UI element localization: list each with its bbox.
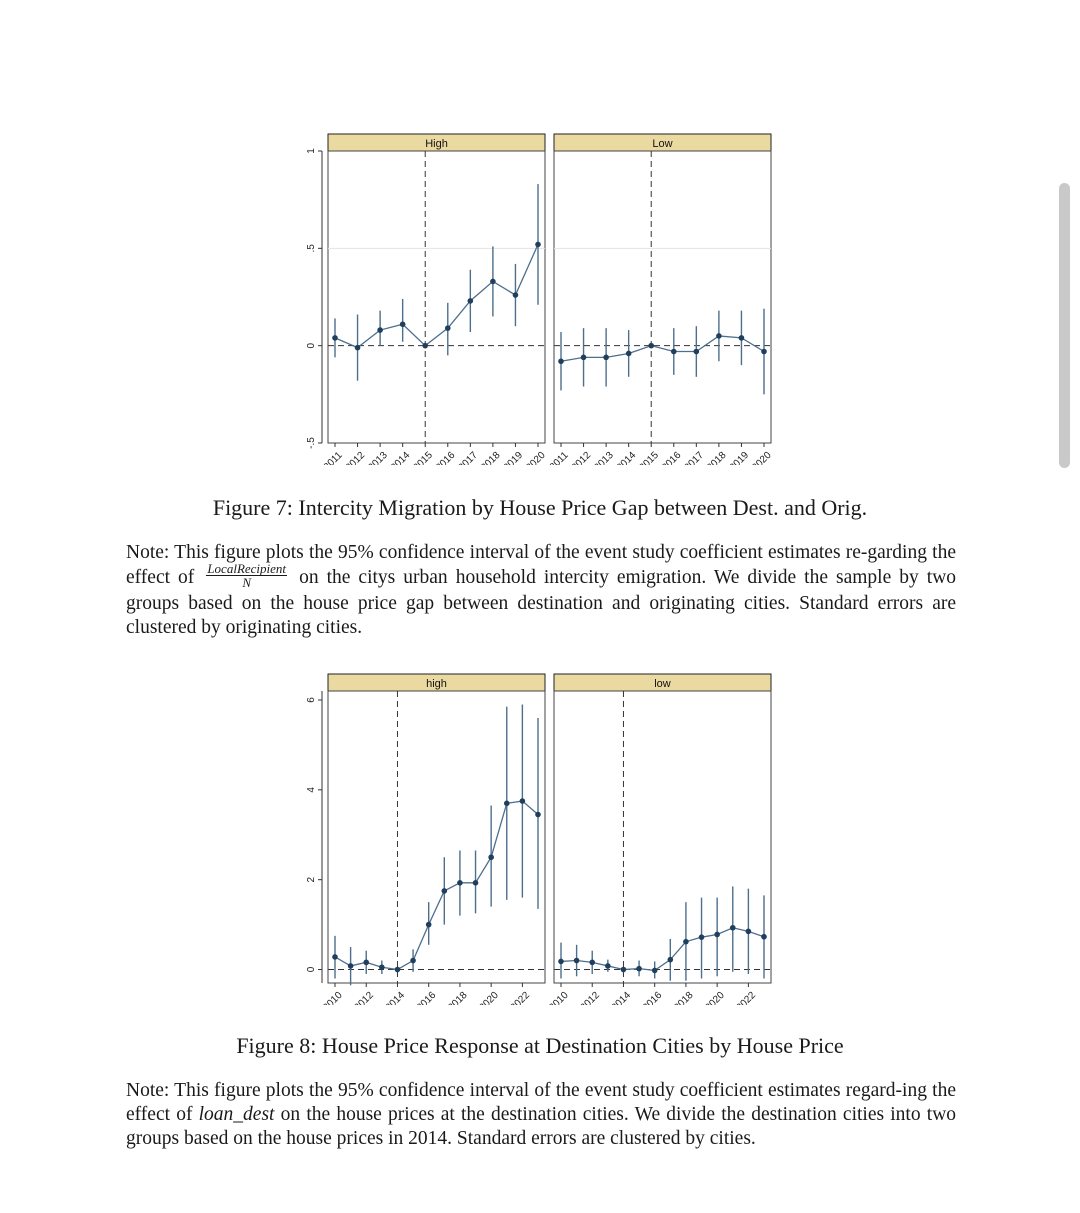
estimate-point [332,954,338,960]
x-tick-label: 2016 [433,449,458,465]
x-tick-label: 2011 [321,449,345,465]
y-tick-label: 4 [306,787,317,793]
estimate-point [348,963,354,969]
y-tick-label: 0 [306,342,317,349]
y-tick-label: -.5 [306,437,317,449]
estimate-point [445,325,451,331]
estimate-point [648,343,654,349]
estimate-point [379,964,385,970]
x-tick-label: 2017 [682,449,706,465]
panel-frame [554,151,771,443]
x-tick-label: 2014 [614,449,639,465]
x-tick-label: 2016 [640,989,665,1005]
figure-7-svg [0,120,1080,465]
panel-frame [328,151,545,443]
estimate-point [558,358,564,364]
estimate-point [513,292,519,298]
estimate-point [730,925,736,931]
estimate-point [581,355,587,361]
estimate-point [520,798,526,804]
estimate-point [377,327,383,333]
x-tick-label: 2014 [609,989,634,1005]
figure-7-note [126,541,956,640]
estimate-point [332,335,338,341]
estimate-point [716,333,722,339]
fraction-numerator: LocalRecipient [207,561,287,576]
x-tick-label: 2012 [569,449,594,465]
x-tick-label: 2018 [672,989,696,1005]
y-tick-label: 0 [306,966,317,973]
estimate-point [603,355,609,361]
x-tick-label: 2013 [366,449,390,465]
x-tick-label: 2020 [477,989,501,1005]
estimate-point [652,968,658,974]
y-tick-label: 6 [306,697,317,703]
estimate-point [422,343,428,349]
x-tick-label: 2012 [578,989,602,1005]
estimate-point [574,958,580,964]
estimate-point [683,939,689,945]
estimate-point [535,242,541,248]
estimate-point [605,963,611,969]
panel-low [548,134,774,465]
estimate-point [363,960,369,966]
estimate-point [442,888,448,894]
x-tick-label: 2015 [637,449,661,465]
figure-7-chart [0,120,1080,470]
panel-low [547,674,771,1005]
estimate-point [626,351,632,357]
estimate-point [761,349,767,355]
panel-frame [328,691,545,983]
estimate-point [699,934,705,940]
estimate-point [410,958,416,964]
x-tick-label: 2020 [524,449,548,465]
x-tick-label: 2012 [343,449,368,465]
estimate-point [671,349,677,355]
figure-7-note-before: Note: This figure plots the 95% confidence interval of the event study coefficient estimates re-garding the effect of [126,542,956,588]
y-tick-label: .5 [306,244,317,253]
estimate-point [468,298,474,304]
estimate-point [535,812,541,818]
figure-8-note-italic: loan_dest [198,1104,275,1125]
x-tick-label: 2014 [388,449,413,465]
estimate-point [668,957,674,963]
x-tick-label: 2016 [414,989,439,1005]
panel-frame [554,691,771,983]
figure-7-note-after: on the citys urban household intercity emigration. We divide the sample by two groups based on the house price gap between destination and originating cities. Standard errors are clustered by originating cities. [126,566,957,638]
estimate-point [589,960,595,966]
figure-7-caption: Figure 7: Intercity Migration by House Price Gap between Dest. and Orig. [212,495,868,520]
fraction-local-recipient [206,562,287,589]
x-tick-label: 2010 [547,989,571,1005]
y-tick-label: 2 [306,876,317,883]
panel-high [321,674,545,1005]
panel-title: low [654,678,671,690]
estimate-point [558,959,564,965]
estimate-point [621,967,627,973]
fraction-denominator: N [242,575,252,590]
estimate-point [746,929,752,935]
panel-title: high [426,678,447,690]
x-tick-label: 2019 [727,449,752,465]
estimate-point [636,966,642,972]
x-tick-label: 2012 [352,989,376,1005]
estimate-point [473,880,479,886]
panel-high [322,134,548,465]
panel-title: Low [652,138,673,150]
estimate-point [714,932,720,938]
estimate-point [694,349,700,355]
panel-title: High [425,138,448,150]
x-tick-label: 2018 [705,449,729,465]
x-tick-label: 2016 [659,449,684,465]
estimate-point [426,922,432,928]
estimate-point [761,934,767,940]
x-tick-label: 2022 [734,989,759,1005]
figure-8-svg [0,660,1080,1005]
estimate-point [504,801,510,807]
figure-8-caption: Figure 8: House Price Response at Destination Cities by House Price [236,1033,844,1058]
estimate-point [457,880,463,886]
scrollbar-thumb[interactable] [1059,183,1070,468]
x-tick-label: 2011 [547,449,571,465]
x-tick-label: 2017 [456,449,480,465]
x-tick-label: 2013 [592,449,616,465]
estimate-point [490,279,496,285]
x-tick-label: 2014 [383,989,408,1005]
x-tick-label: 2018 [479,449,503,465]
x-tick-label: 2010 [321,989,345,1005]
x-tick-label: 2020 [750,449,774,465]
estimate-point [395,967,401,973]
x-tick-label: 2019 [501,449,526,465]
figure-8-note-after: on the house prices at the destination cities. We divide the destination cities into two groups based on the house prices in 2014. Standard errors are clustered by cities. [126,1104,957,1149]
x-tick-label: 2020 [703,989,727,1005]
estimate-point [400,321,406,327]
estimate-point [739,335,745,341]
figure-8-note-before: Note: This figure plots the 95% confidence interval of the event study coefficient estimates regard-ing the effect of [126,1080,956,1125]
x-tick-label: 2018 [446,989,470,1005]
figure-8-note [126,1079,956,1151]
estimate-point [488,854,494,860]
x-tick-label: 2022 [508,989,533,1005]
figure-8-chart [0,660,1080,1010]
x-tick-label: 2015 [411,449,435,465]
estimate-point [355,345,361,351]
y-tick-label: 1 [306,148,317,154]
